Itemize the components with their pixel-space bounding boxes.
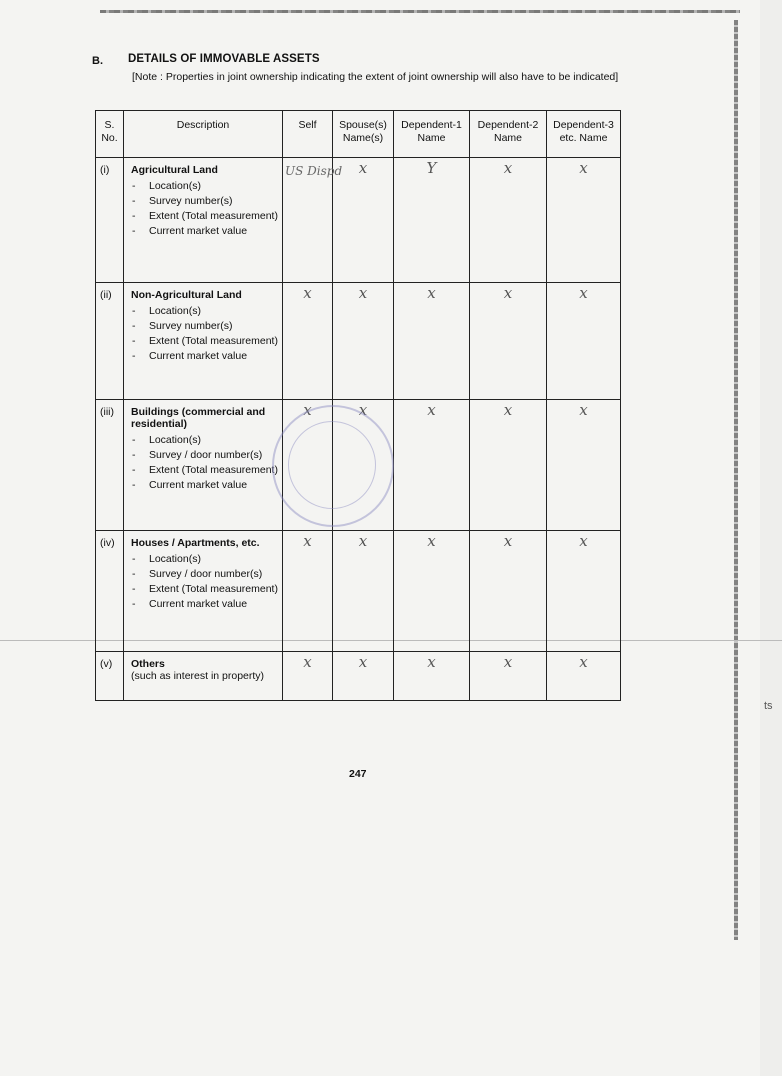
header-sno: S. No. [96,111,124,158]
table-row [96,158,621,283]
header-dependent-3: Dependent-3 etc. Name [547,111,621,158]
row-sno: (iv) [96,531,124,652]
list-item: - Extent (Total measurement) [131,209,278,224]
row-sno: (v) [96,652,124,701]
row-category: Others [131,658,165,670]
mark-dependent-2: x [470,531,547,652]
mark-dependent-2: x [470,652,547,701]
mark-dependent-3: x [547,400,621,531]
row-category: Buildings (commercial and residential) [131,406,266,430]
section-title: DETAILS OF IMMOVABLE ASSETS [128,53,320,65]
mark-dependent-1: x [394,531,470,652]
row-description [124,531,283,652]
mark-dependent-3: x [547,531,621,652]
scan-margin-right [760,0,782,1076]
row-field-list [131,304,278,364]
table-header-row [96,111,621,158]
mark-spouse: x [333,400,394,531]
handwritten-note: US Dispd [285,164,343,178]
list-item: - Extent (Total measurement) [131,582,278,597]
list-item: - Location(s) [131,552,278,567]
row-description [124,652,283,701]
mark-spouse: x [333,158,394,283]
row-sno: (iii) [96,400,124,531]
section-letter: B. [92,55,103,67]
mark-dependent-3: x [547,158,621,283]
list-item: - Location(s) [131,433,278,448]
row-field-list [131,552,278,612]
mark-self: x [283,652,333,701]
header-self: Self [283,111,333,158]
list-item: - Current market value [131,224,278,239]
row-description [124,283,283,400]
row-category: Non-Agricultural Land [131,289,242,301]
list-item: - Survey / door number(s) [131,448,278,463]
mark-dependent-2: x [470,158,547,283]
table-row [96,283,621,400]
row-field-list [131,179,278,239]
mark-dependent-2: x [470,283,547,400]
mark-dependent-1: x [394,283,470,400]
mark-dependent-1: x [394,400,470,531]
row-subtext: (such as interest in property) [131,670,265,682]
header-spouse: Spouse(s) Name(s) [333,111,394,158]
row-sno: (i) [96,158,124,283]
header-dependent-2: Dependent-2 Name [470,111,547,158]
mark-self: x [283,531,333,652]
list-item: - Survey number(s) [131,319,278,334]
list-item: - Current market value [131,478,278,493]
mark-self: x [283,283,333,400]
mark-spouse: x [333,652,394,701]
mark-dependent-1: Y [394,158,470,283]
list-item: - Current market value [131,597,278,612]
margin-mark: ts [764,700,773,712]
header-dependent-1: Dependent-1 Name [394,111,470,158]
row-field-list [131,433,278,493]
row-category: Agricultural Land [131,164,218,176]
section-note: [Note : Properties in joint ownership indicating the extent of joint ownership will also have to be indicated] [132,71,619,83]
scan-artifact-top [100,10,740,13]
row-description [124,158,283,283]
table-row [96,531,621,652]
mark-dependent-3: x [547,283,621,400]
list-item: - Survey number(s) [131,194,278,209]
mark-dependent-3: x [547,652,621,701]
scan-artifact-right-edge [734,20,738,940]
mark-spouse: x [333,283,394,400]
table-row [96,652,621,701]
row-description [124,400,283,531]
list-item: - Extent (Total measurement) [131,463,278,478]
page-number: 247 [349,768,367,780]
row-sno: (ii) [96,283,124,400]
list-item: - Extent (Total measurement) [131,334,278,349]
mark-self: x [283,400,333,531]
immovable-assets-table [95,110,621,701]
mark-dependent-1: x [394,652,470,701]
list-item: - Location(s) [131,304,278,319]
mark-spouse: x [333,531,394,652]
official-seal-stamp [272,405,394,527]
row-category: Houses / Apartments, etc. [131,537,260,549]
header-description: Description [124,111,283,158]
list-item: - Current market value [131,349,278,364]
list-item: - Survey / door number(s) [131,567,278,582]
mark-dependent-2: x [470,400,547,531]
list-item: - Location(s) [131,179,278,194]
